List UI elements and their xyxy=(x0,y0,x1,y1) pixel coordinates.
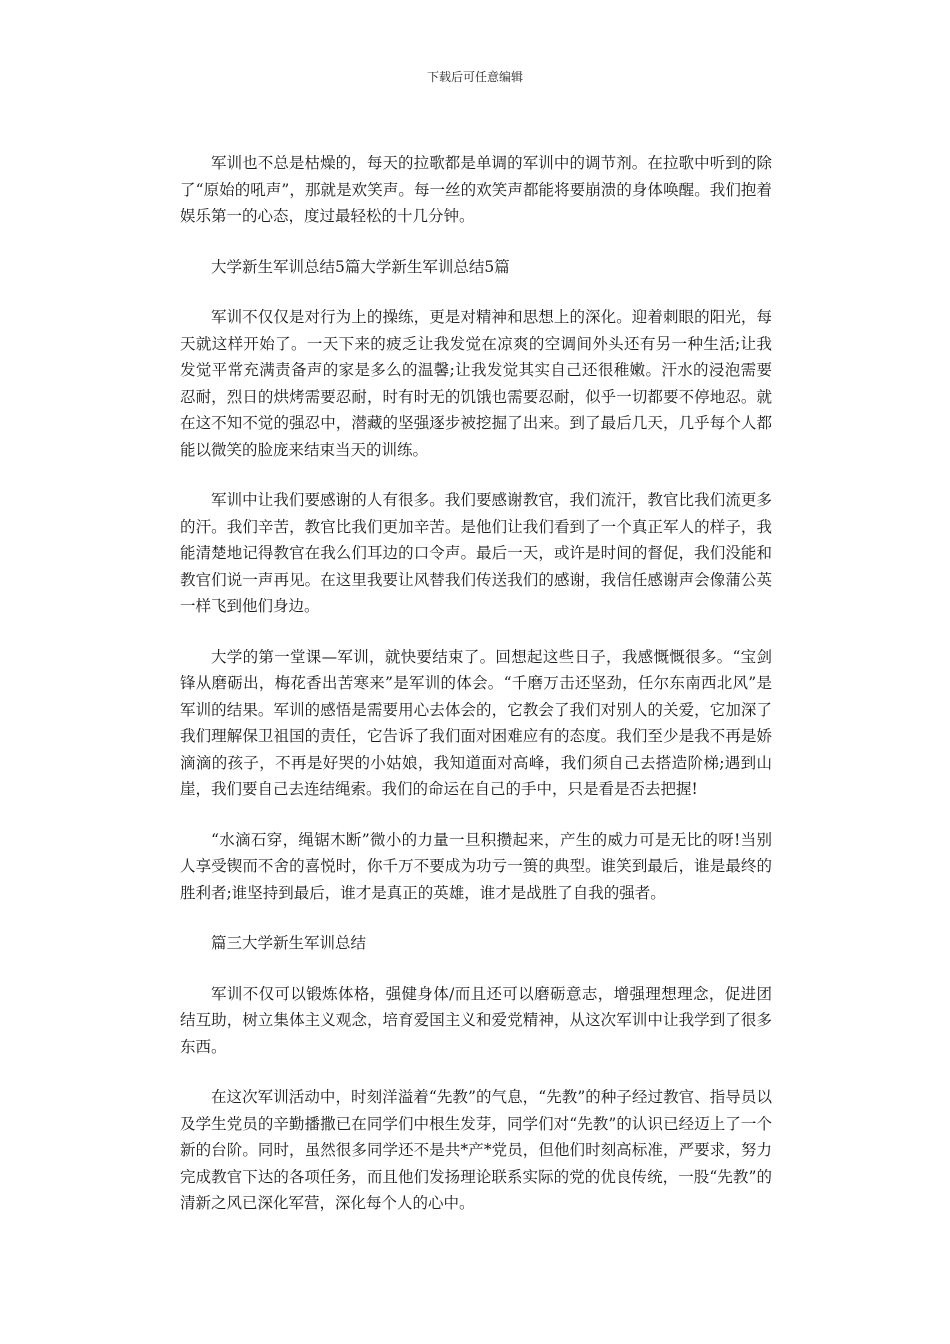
paragraph-5: “水滴石穿，绳锯木断”微小的力量一旦积攒起来，产生的威力可是无比的呀!当别人享受锲而不舍的喜悦时，你千万不要成为功亏一篑的典型。谁笑到最后，谁是最终的胜利者;谁坚持到最后，谁才是真正的英雄，谁才是战胜了自我的强者。 xyxy=(180,830,772,902)
paragraph-7: 在这次军训活动中，时刻洋溢着“先教”的气息，“先教”的种子经过教官、指导员以及学生党员的辛勤播撒已在同学们中根生发芽，同学们对“先教”的认识已经迈上了一个新的台阶。同时，虽然很多同学还不是共*产*党员，但他们时刻高标准，严要求，努力完成教官下达的各项任务，而且他们发扬理论联系实际的党的优良传统，一股“先教”的清新之风已深化军营，深化每个人的心中。 xyxy=(180,1088,772,1212)
page-header-note: 下载后可任意编辑 xyxy=(426,70,523,84)
paragraph-6: 军训不仅可以锻炼体格，强健身体/而且还可以磨砺意志，增强理想理念，促进团结互助，树立集体主义观念，培育爱国主义和爱党精神，从这次军训中让我学到了很多东西。 xyxy=(180,984,772,1056)
section-heading-2: 篇三大学新生军训总结 xyxy=(211,934,367,952)
paragraph-2: 军训不仅仅是对行为上的操练，更是对精神和思想上的深化。迎着刺眼的阳光，每天就这样开始了。一天下来的疲乏让我发觉在凉爽的空调间外头还有另一种生活;让我发觉平常充满责备声的家是多么的温馨;让我发觉其实自己还很稚嫩。汗水的浸泡需要忍耐，烈日的烘烤需要忍耐，时有时无的饥饿也需要忍耐，似乎一切都要不停地忍。就在这不知不觉的强忍中，潜藏的坚强逐步被挖掘了出来。到了最后几天，几乎每个人都能以微笑的脸庞来结束当天的训练。 xyxy=(180,308,772,459)
paragraph-1: 军训也不总是枯燥的，每天的拉歌都是单调的军训中的调节剂。在拉歌中听到的除了“原始的吼声”，那就是欢笑声。每一丝的欢笑声都能将要崩溃的身体唤醒。我们抱着娱乐第一的心态，度过最轻松的十几分钟。 xyxy=(180,154,772,225)
document-body xyxy=(180,150,772,1241)
section-heading-1: 大学新生军训总结5篇大学新生军训总结5篇 xyxy=(211,257,510,276)
paragraph-3: 军训中让我们要感谢的人有很多。我们要感谢教官，我们流汗，教官比我们流更多的汗。我们辛苦，教官比我们更加辛苦。是他们让我们看到了一个真正军人的样子，我能清楚地记得教官在我么们耳边的口令声。最后一天，或许是时间的督促，我们没能和教官们说一声再见。在这里我要让风替我们传送我们的感谢，我信任感谢声会像蒲公英一样飞到他们身边。 xyxy=(180,491,772,615)
paragraph-4: 大学的第一堂课—军训，就快要结束了。回想起这些日子，我感慨慨很多。“宝剑锋从磨砺出，梅花香出苦寒来”是军训的体会。“千磨万击还坚劲，任尔东南西北风”是军训的结果。军训的感悟是需要用心去体会的，它教会了我们对别人的关爱，它加深了我们理解保卫祖国的责任，它告诉了我们面对困难应有的态度。我们至少是我不再是娇滴滴的孩子，不再是好哭的小姑娘，我知道面对高峰，我们须自己去搭造阶梯;遇到山崖，我们要自己去连结绳索。我们的命运在自己的手中，只是看是否去把握! xyxy=(180,647,772,798)
